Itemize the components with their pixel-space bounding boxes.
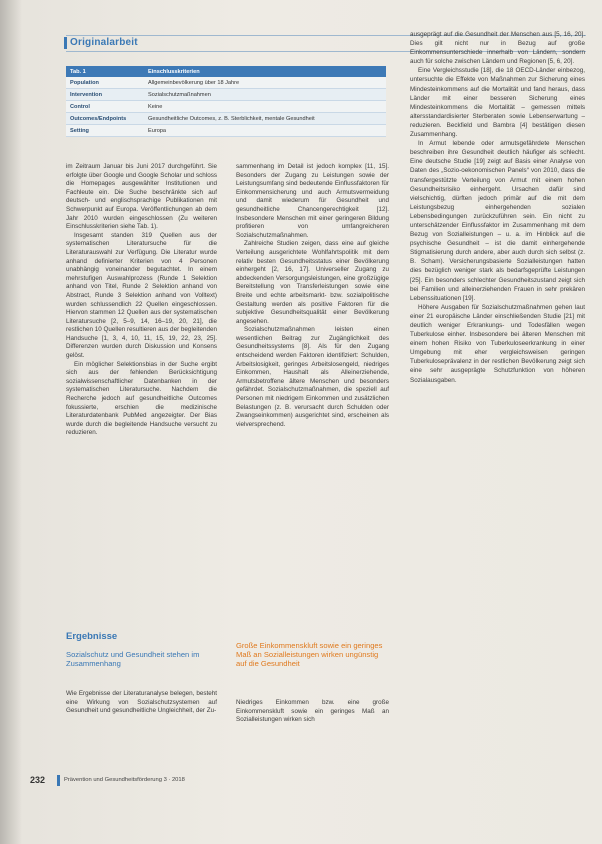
table-row bbox=[66, 89, 386, 101]
paragraph: ausgeprägt auf die Gesundheit der Menschen aus [5, 16, 20]. Dies gilt nicht nur in Bezug auf große Einkommensunterschiede innerhalb von Ländern, sondern auch für solche zwischen Ländern und Regionen [5, 6, 20]. bbox=[410, 31, 585, 66]
table-value: Gesundheitliche Outcomes, z. B. Sterblichkeit, mentale Gesundheit bbox=[144, 113, 386, 125]
paragraph: Höhere Ausgaben für Sozialschutzmaßnahmen gehen laut einer 21 europäische Länder einschließenden Studie [21] mit deutlich weniger Erkrankungs- und Todesfällen wegen Tuberkulose einher. Insbesondere bei älteren Menschen mit einem hohen Risiko von Tuberkuloseerkrankung in einer Umgebung mit eher vergleichsweisen geringen Tuberkuloseprävalenz in der restlichen Bevölkerung zeigt sich eine sehr ausgeprägte Schutzfunktion von höheren Sozialausgaben. bbox=[410, 303, 585, 384]
paragraph: Niedriges Einkommen bzw. eine große Einkommenskluft sowie ein geringes Maß an Sozialleistungen wirken sich bbox=[236, 699, 389, 724]
paragraph: Zahlreiche Studien zeigen, dass eine auf gleiche Verteilung ausgerichtete Wohlfahrtspolitik mit dem relativ besten Gesundheitsstatus einer Bevölkerung einhergeht [2, 16, 17]. Universeller Zugang zu abdeckenden Versorgungsleistungen, eine großzügige Bereitstellung von Transferleistungen sowie eine Breite und echte arbeitsmarkt- bzw. sozialpolitische Gestaltung werden als positive Faktoren für die subjektive Gesundheitsqualität einer Bevölkerung angesehen. bbox=[236, 240, 389, 325]
footer-marker bbox=[57, 775, 60, 786]
table-header-row bbox=[66, 66, 386, 77]
table-value: Allgemeinbevölkerung über 18 Jahre bbox=[144, 77, 386, 89]
results-text-2 bbox=[236, 699, 389, 725]
paragraph: Wie Ergebnisse der Literaturanalyse belegen, besteht eine Wirkung von Sozialschutzsystemen auf Gesundheit und gesundheitliche Ungleichheit, der Zu- bbox=[66, 690, 217, 715]
table-key: Outcomes/Endpoints bbox=[66, 113, 144, 125]
table-value: Sozialschutzmaßnahmen bbox=[144, 89, 386, 101]
table-title-rest: Einschlusskriterien bbox=[144, 66, 386, 77]
paragraph: im Zeitraum Januar bis Juni 2017 durchgeführt. Sie erfolgte über Google und Google Scholar und schloss die Homepages ausgewählter Institutionen und Fachleute ein. Die Suche beschränkte sich auf deutsch- und englischsprachige Publikationen mit Schwerpunkt auf Europa. Veröffentlichungen ab dem Jahr 2010 wurden eingeschlossen (Zu weiteren Einschlusskriterien siehe Tab. 1). bbox=[66, 163, 217, 231]
results-text-1 bbox=[66, 690, 217, 716]
page-gutter-shadow bbox=[0, 0, 22, 844]
table-row bbox=[66, 113, 386, 125]
results-heading: Ergebnisse bbox=[66, 631, 118, 642]
results-subheading-1: Sozialschutz und Gesundheit stehen im Zusammenhang bbox=[66, 650, 200, 668]
table-key: Intervention bbox=[66, 89, 144, 101]
results-subheading-2: Große Einkommenskluft sowie ein geringes Maß an Sozialleistungen wirken ungünstig auf die Gesundheit bbox=[236, 641, 383, 668]
section-label: Originalarbeit bbox=[70, 37, 138, 48]
paragraph: Insgesamt standen 319 Quellen aus der systematischen Literatursuche für die Literaturauswahl zur Verfügung. Die Literatur wurde anhand definierter Kriterien von 4 Personen unabhängig voneinander begutachtet. In einem mehrstufigen Auswahlprozess (Runde 1 Selektion anhand von Titel, Runde 2 Selektion anhand von Abstract, Runde 3 Selektion anhand von Volltext) wurden schlussendlich 22 Quellen eingeschlossen. Hiervon stammen 12 Quellen aus der systematischen Literatursuche [2, 5–9, 14, 16–19, 20, 21], die restlichen 10 Quellen resultieren aus der begleitenden Handsuche [1, 3, 4, 10, 11, 15, 19, 22, 23, 25]. Differenzen wurden durch Diskussion und Konsens gelöst. bbox=[66, 231, 217, 360]
paragraph: Ein möglicher Selektionsbias in der Suche ergibt sich aus der fehlenden Berücksichtigung sozialwissenschaftlicher Datenbanken in der systematischen Literatursuche. Nachdem die Recherche jedoch auf gesundheitliche Outcomes fokussierte, erschien die medizinische Literaturdatenbank PubMed angezeigter. Der Bias wurde durch die begleitende Handsuche versucht zu reduzieren. bbox=[66, 360, 217, 437]
body-column-3 bbox=[410, 30, 585, 385]
paragraph: Sozialschutzmaßnahmen leisten einen wesentlichen Beitrag zur Zugänglichkeit des Gesundheitssystems [8]. Als für den Zugang entscheidend werden Faktoren identifiziert: Schulden, Arbeitslosigkeit, geringes Arbeitslosengeld, niedriges Einkommen, Haushalt als Alleinerziehende, Armutsbetroffene ältere Menschen und besonders gefährdet. Sozialschutzmaßnahmen, die speziell auf Personen mit niedrigem Einkommen und zusätzlichen Belastungen (z. B. verursacht durch Schulden oder Zwangseinkommen) ausgerichtet sind, erscheinen als vielversprechend. bbox=[236, 326, 389, 428]
paragraph: In Armut lebende oder armutsgefährdete Menschen beschreiben ihre Gesundheit deutlich häufiger als schlecht. Eine deutsche Studie [19] zeigt auf Basis einer Analyse von Daten des „Sozio-oekonomischen Panels“ von 2010, dass die transfergestützte Verteilung von Armut mit einem hohen Gesundheitsrisiko einhergeht. Ursachen dafür sind vielschichtig, dürften jedoch primär auf die mit dem Leistungsbezug einhergehenden sozialen Lebensbedingungen zurückzuführen sein. Ein nicht zu unterschätzender Einflussfaktor im Zusammenhang mit dem Bezug von Sozialleistungen – u. a. im Hinblick auf die psychische Gesundheit – ist die damit einhergehende Stigmatisierung durch andere, aber auch durch sich selbst (z. B. Scham). Versicherungsbasierte Sozialleistungen hatten dies bezüglich weniger stark als bedarfsgeprüfte Leistungen [25]. Ein besonders schlechter Gesundheitszustand zeigt sich bei Familien und alleinerziehenden Frauen in sehr prekären Lebenssituationen [19]. bbox=[410, 140, 585, 302]
table-key: Control bbox=[66, 101, 144, 113]
table-key: Population bbox=[66, 77, 144, 89]
body-column-2 bbox=[236, 163, 389, 429]
table-row bbox=[66, 125, 386, 137]
body-column-1 bbox=[66, 163, 217, 438]
table-row bbox=[66, 77, 386, 89]
journal-name: Prävention und Gesundheitsförderung 3 · 2018 bbox=[64, 777, 185, 783]
paragraph: Eine Vergleichsstudie [18], die 18 OECD-Länder einbezog, untersuchte die Effekte von Maßnahmen zur Sicherung eines Mindesteinkommens auf die Mortalität und fand heraus, dass Länder mit einer besseren Sicherung eines Mindesteinkommens die Mortalität – gemessen mittels altersstandardisierter Sterberaten sowie Lebenserwartung – reduzieren. Beckfield und Bambra [4] bestätigen diesen Zusammenhang. bbox=[410, 67, 585, 139]
paragraph: sammenhang im Detail ist jedoch komplex [11, 15]. Besonders der Zugang zu Leistungen sowie der Leistungsumfang sind bedeutende Einflussfaktoren für Einkommensicherung und auch Armutsvermeidung und damit wiederum für Gesundheit und gesundheitliche Chancengerechtigkeit [12]. Insbesondere Menschen mit einer geringeren Bildung profitieren von umfangreicheren Sozialschutzmaßnahmen. bbox=[236, 163, 389, 239]
table-value: Keine bbox=[144, 101, 386, 113]
table-value: Europa bbox=[144, 125, 386, 137]
page-number: 232 bbox=[30, 775, 46, 785]
inclusion-criteria-table bbox=[66, 66, 386, 137]
table-row bbox=[66, 101, 386, 113]
table-title: Tab. 1 bbox=[66, 66, 144, 77]
section-marker bbox=[64, 37, 67, 49]
table-key: Setting bbox=[66, 125, 144, 137]
